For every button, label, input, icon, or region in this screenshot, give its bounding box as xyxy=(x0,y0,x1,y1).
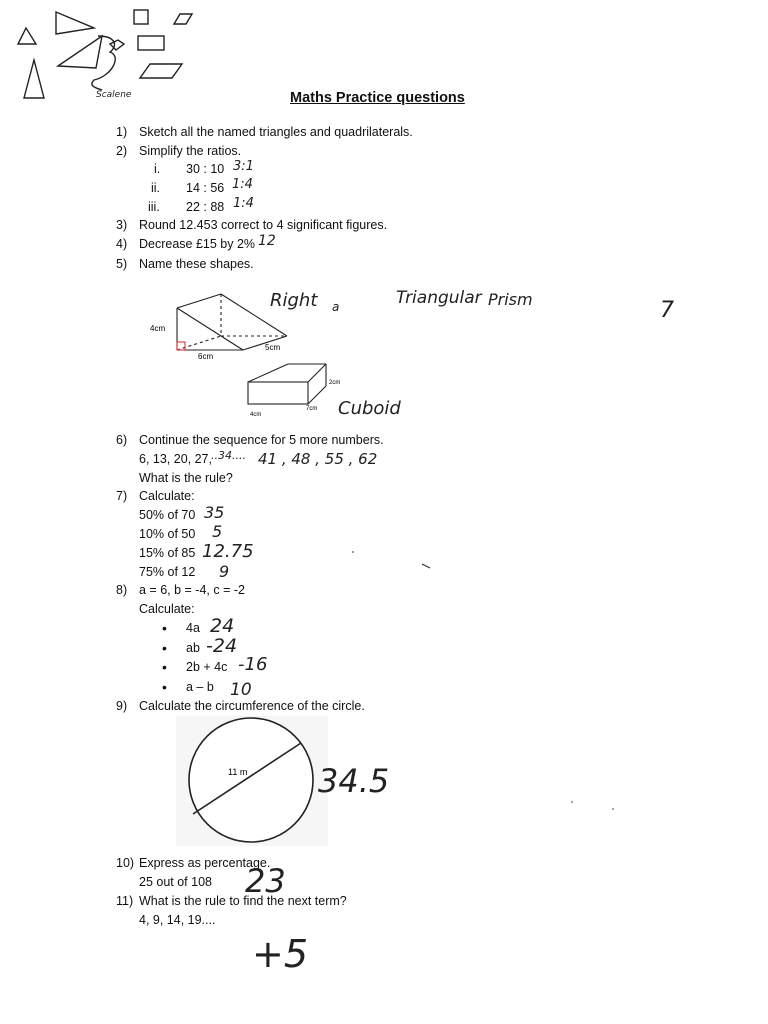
q7-answer-1: 35 xyxy=(204,503,225,522)
sketch-square xyxy=(134,10,148,24)
q8-number: 8) xyxy=(116,583,128,597)
sketch-parallelogram xyxy=(140,64,182,78)
q8-item-4: a – b xyxy=(186,680,214,694)
q11-number: 11) xyxy=(116,894,134,908)
q7-item-3: 15% of 85 xyxy=(139,546,196,560)
q10-text: Express as percentage. xyxy=(139,856,271,870)
q10-sub: 25 out of 108 xyxy=(139,875,212,889)
q6-text: Continue the sequence for 5 more numbers. xyxy=(139,433,384,447)
right-angle-marker xyxy=(177,342,185,350)
q5-text: Name these shapes. xyxy=(139,257,254,271)
q4-text: Decrease £15 by 2% xyxy=(139,237,256,251)
q8-answer-3: -16 xyxy=(238,654,268,675)
q1-text: Sketch all the named triangles and quadrilaterals. xyxy=(139,125,413,139)
q5-answer-cuboid: Cuboid xyxy=(338,398,401,419)
q1-number: 1) xyxy=(116,125,128,139)
q2-answer-1: 3:1 xyxy=(233,159,254,174)
q8-answer-1: 24 xyxy=(210,615,235,637)
prism-slant-label: 5cm xyxy=(265,343,281,352)
q9-number: 9) xyxy=(116,699,128,713)
cuboid-length-label: 7cm xyxy=(306,406,318,412)
q8-answer-4: 10 xyxy=(230,680,252,700)
q3-text: Round 12.453 correct to 4 significant figures. xyxy=(139,218,388,232)
sketch-right-triangle xyxy=(56,12,94,34)
q2-answer-3: 1:4 xyxy=(233,196,254,211)
q5-answer-seven: 7 xyxy=(660,298,674,323)
q7-answer-3: 12.75 xyxy=(202,541,254,562)
q5-answer-right: Right xyxy=(270,290,318,311)
prism-width-label: 6cm xyxy=(198,352,214,361)
cuboid-width-label: 4cm xyxy=(250,412,262,418)
cuboid-diagram xyxy=(242,360,352,420)
cuboid-height-label: 2cm xyxy=(329,380,341,386)
q8-bullet-2: • xyxy=(162,640,167,656)
q2-answer-2: 1:4 xyxy=(232,177,253,192)
sketch-rectangle xyxy=(138,36,164,50)
q2-ratio-3: 22 : 88 xyxy=(186,200,225,214)
q2-ratio-2: 14 : 56 xyxy=(186,181,225,195)
circle-diagram xyxy=(176,716,336,856)
q6-sequence: 6, 13, 20, 27, xyxy=(139,452,212,466)
sketch-scalene-triangle xyxy=(58,36,102,68)
prism-height-label: 4cm xyxy=(150,324,166,333)
circle-shape xyxy=(189,718,313,842)
q5-answer-triangular: Triangular xyxy=(396,288,482,308)
sketch-isosceles-triangle xyxy=(24,60,44,98)
q6-answer-dots: ..34.... xyxy=(211,449,246,462)
sketch-equilateral-triangle xyxy=(18,28,36,44)
q4-number: 4) xyxy=(116,237,128,251)
q2-roman-3: iii. xyxy=(148,200,160,214)
q2-number: 2) xyxy=(116,144,128,158)
q8-item-1: 4a xyxy=(186,621,200,635)
q7-number: 7) xyxy=(116,489,128,503)
q8-text: a = 6, b = -4, c = -2 xyxy=(139,583,245,597)
q7-item-2: 10% of 50 xyxy=(139,527,196,541)
sketch-rhombus xyxy=(174,14,192,24)
q8-answer-2: -24 xyxy=(206,635,238,657)
q5-number: 5) xyxy=(116,257,128,271)
q2-roman-2: ii. xyxy=(151,181,161,195)
q6-rule: What is the rule? xyxy=(139,471,233,485)
stray-dots xyxy=(570,800,620,814)
q5-answer-prism: Prism xyxy=(488,290,533,309)
q7-answer-4: 9 xyxy=(219,562,230,581)
sketch-arrow-curve xyxy=(92,36,115,90)
q2-text: Simplify the ratios. xyxy=(139,144,242,158)
q7-text: Calculate: xyxy=(139,489,195,503)
q11-sub: 4, 9, 14, 19.... xyxy=(139,913,216,927)
q8-item-2: ab xyxy=(186,641,200,655)
q9-text: Calculate the circumference of the circle. xyxy=(139,699,365,713)
q7-item-4: 75% of 12 xyxy=(139,565,196,579)
sketch-scalene-label: Scalene xyxy=(96,90,132,100)
q11-answer: +5 xyxy=(252,932,309,976)
q7-answer-2: 5 xyxy=(212,522,223,541)
q2-roman-1: i. xyxy=(154,162,161,176)
q8-bullet-4: • xyxy=(162,679,167,695)
q3-number: 3) xyxy=(116,218,128,232)
q6-number: 6) xyxy=(116,433,128,447)
q5-answer-a: a xyxy=(332,300,340,314)
sketch-kite xyxy=(110,40,124,50)
q10-answer: 23 xyxy=(245,862,286,900)
q9-answer: 34.5 xyxy=(318,762,390,800)
q2-ratio-1: 30 : 10 xyxy=(186,162,225,176)
q8-bullet-3: • xyxy=(162,659,167,675)
stray-pen-marks xyxy=(350,548,430,578)
q4-answer: 12 xyxy=(258,233,276,249)
q8-calculate: Calculate: xyxy=(139,602,195,616)
page-title: Maths Practice questions xyxy=(290,90,465,106)
q11-text: What is the rule to find the next term? xyxy=(139,894,347,908)
q10-number: 10) xyxy=(116,856,135,870)
q8-item-3: 2b + 4c xyxy=(186,660,228,674)
q6-answer-rest: 41 , 48 , 55 , 62 xyxy=(258,450,378,468)
circle-diameter-label: 11 m xyxy=(228,767,248,777)
q8-bullet-1: • xyxy=(162,620,167,636)
q7-item-1: 50% of 70 xyxy=(139,508,196,522)
